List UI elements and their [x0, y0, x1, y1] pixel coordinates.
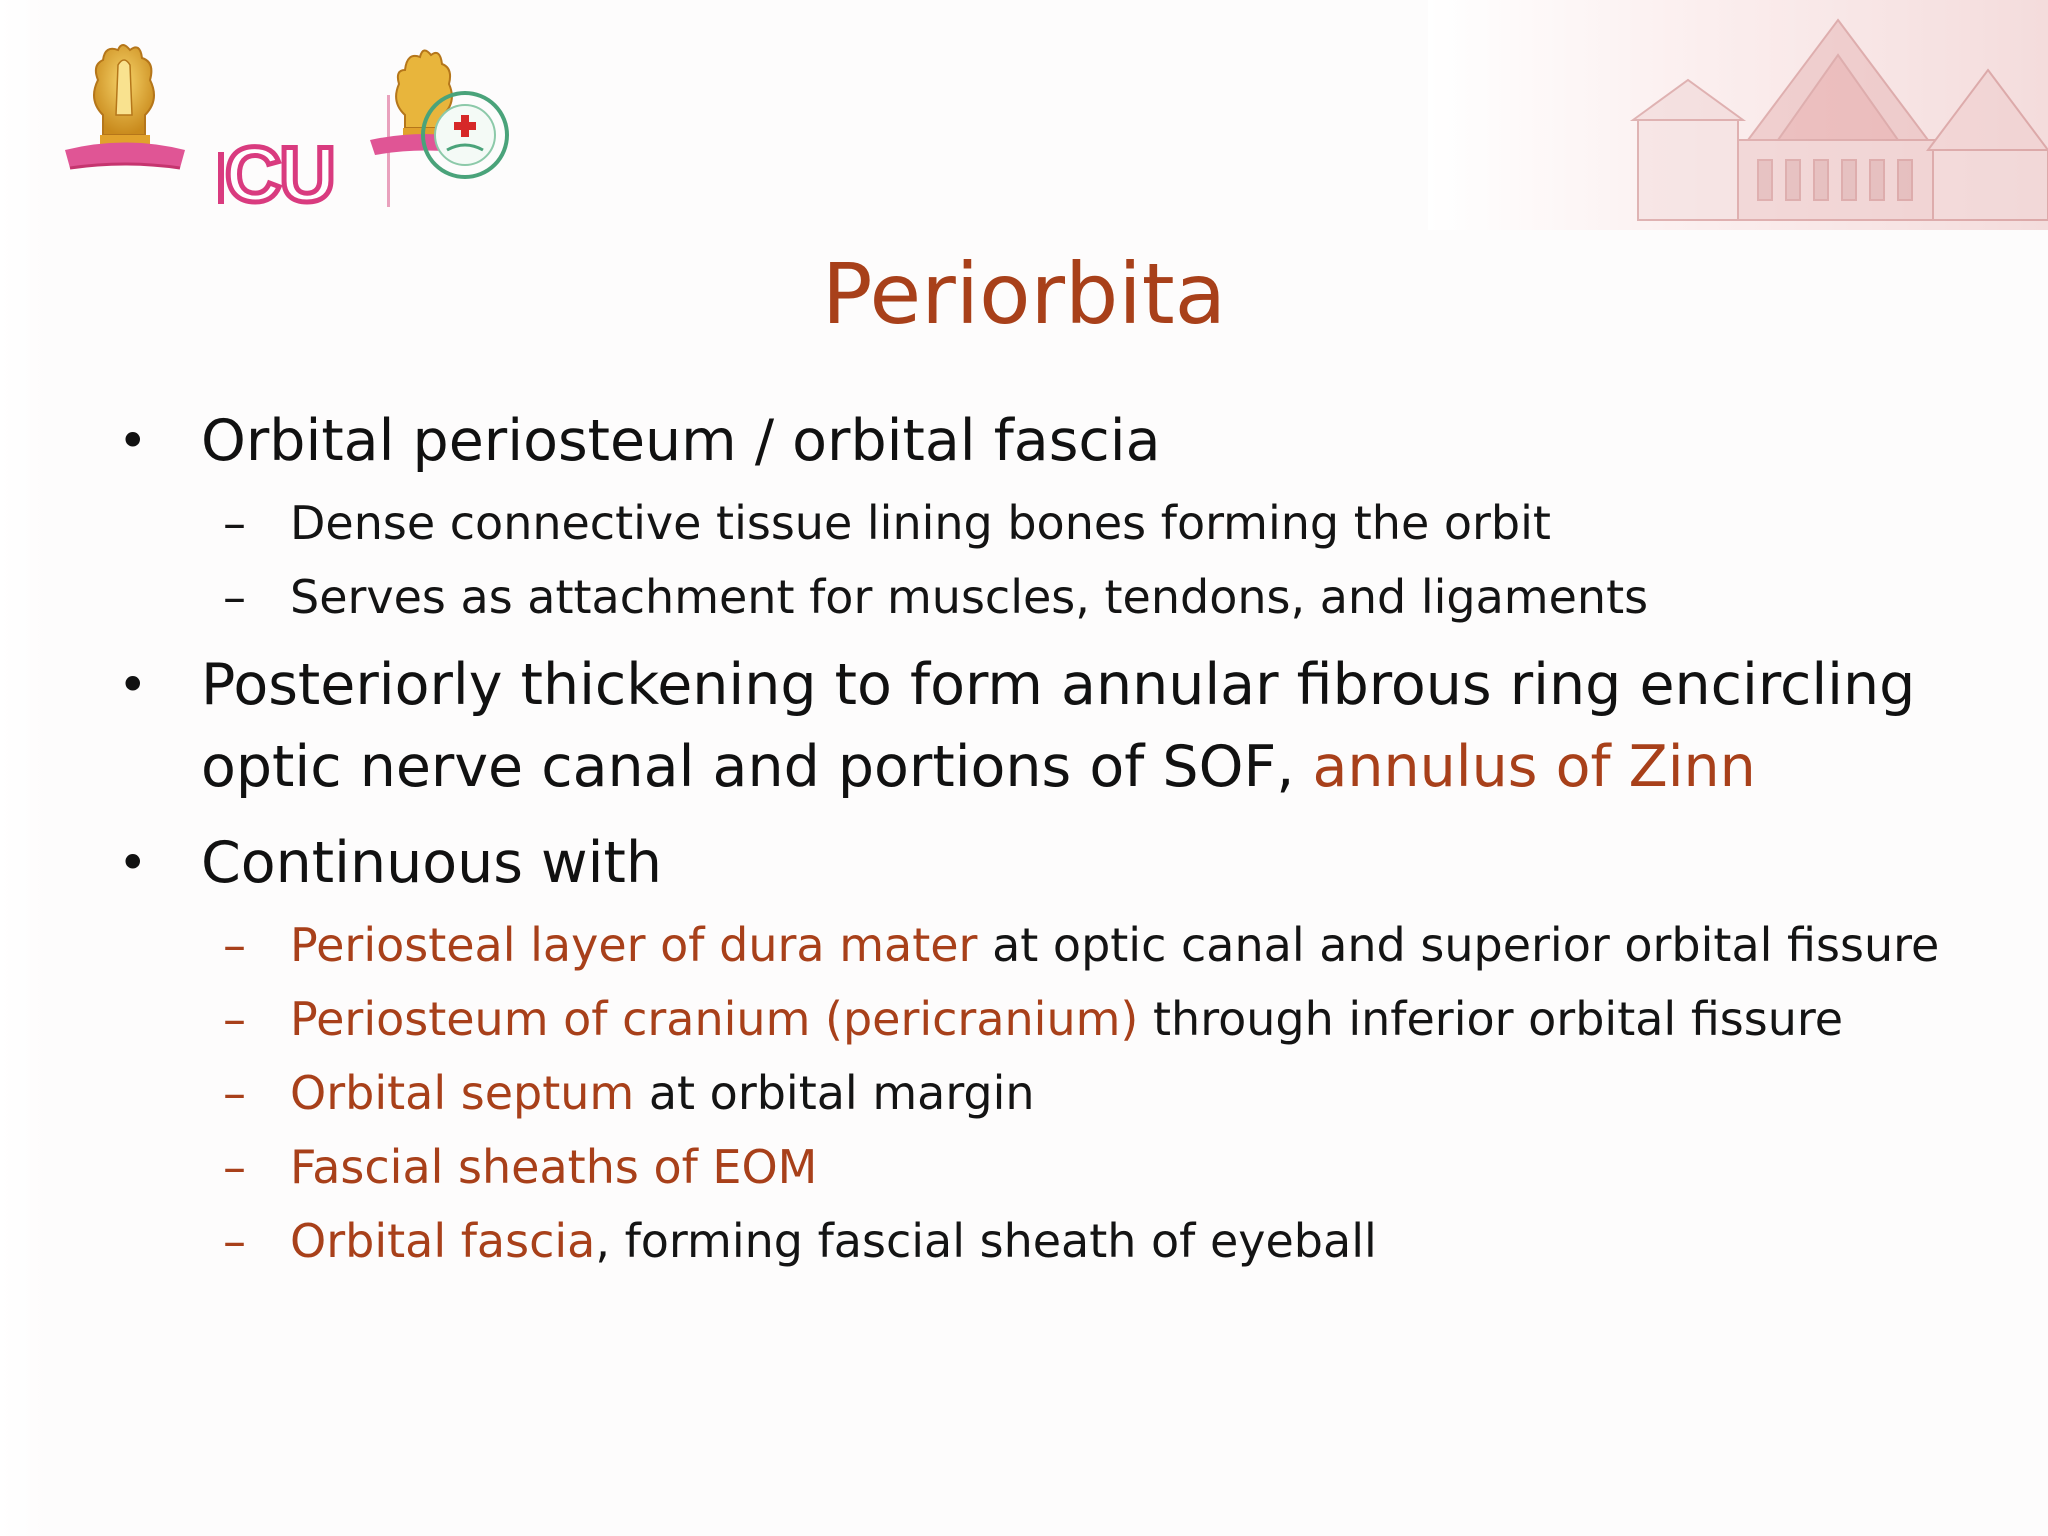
sub-bullet-text: Serves as attachment for muscles, tendons, and ligaments [290, 570, 1649, 624]
sub-bullet-text: Dense connective tissue lining bones forming the orbit [290, 496, 1551, 550]
slide-content [118, 400, 1998, 1274]
left-margin-strip [0, 0, 50, 1536]
sub-bullet-highlight: Periosteal layer of dura mater [290, 918, 978, 972]
sub-bullet-highlight: Orbital fascia [290, 1214, 596, 1268]
sub-bullet-text: at orbital margin [634, 1066, 1035, 1120]
sub-bullet-item [118, 1134, 1998, 1200]
bullet-item [118, 822, 1998, 904]
dash-marker: – [223, 496, 246, 550]
sub-bullet-text: through inferior orbital fissure [1138, 992, 1844, 1046]
sub-bullet-item [118, 986, 1998, 1052]
bullet-item [118, 644, 1998, 808]
temple-illustration [1428, 0, 2048, 230]
bullet-text: Continuous with [201, 830, 662, 896]
bullet-marker: • [118, 834, 148, 892]
sub-bullet-text: , forming fascial sheath of eyeball [595, 1214, 1377, 1268]
bullet-item [118, 400, 1998, 482]
cu-logo-icon: CU [225, 130, 334, 218]
sub-bullet-item [118, 1208, 1998, 1274]
bullet-marker: • [118, 412, 148, 470]
bullet-text: Posteriorly thickening to form annular fibrous ring encircling optic nerve canal and portions of SOF, [201, 652, 1916, 800]
dash-marker: – [223, 992, 246, 1046]
dash-marker: – [223, 1214, 246, 1268]
sub-bullet-highlight: Periosteum of cranium (pericranium) [290, 992, 1139, 1046]
sub-bullet-text: at optic canal and superior orbital fissure [977, 918, 1940, 972]
bullet-marker: • [118, 656, 148, 714]
cadaver-training-center-logo-icon [365, 40, 525, 190]
sub-bullet-item [118, 1060, 1998, 1126]
chula-crest-icon [60, 40, 210, 175]
cu-logo-bar [218, 152, 224, 204]
dash-marker accent: – [223, 918, 246, 972]
sub-bullet-item [118, 912, 1998, 978]
bullet-text: Orbital periosteum / orbital fascia [201, 408, 1161, 474]
bullet-highlight: annulus of Zinn [1312, 734, 1756, 800]
sub-bullet-highlight: Orbital septum [290, 1066, 635, 1120]
header-logos [60, 40, 520, 218]
dash-marker: – [223, 1140, 246, 1194]
sub-bullet-item [118, 490, 1998, 556]
sub-bullet-highlight: Fascial sheaths of EOM [290, 1140, 818, 1194]
dash-marker: – [223, 570, 246, 624]
dash-marker: – [223, 1066, 246, 1120]
slide-title: Periorbita [821, 245, 1227, 343]
sub-bullet-item [118, 564, 1998, 630]
